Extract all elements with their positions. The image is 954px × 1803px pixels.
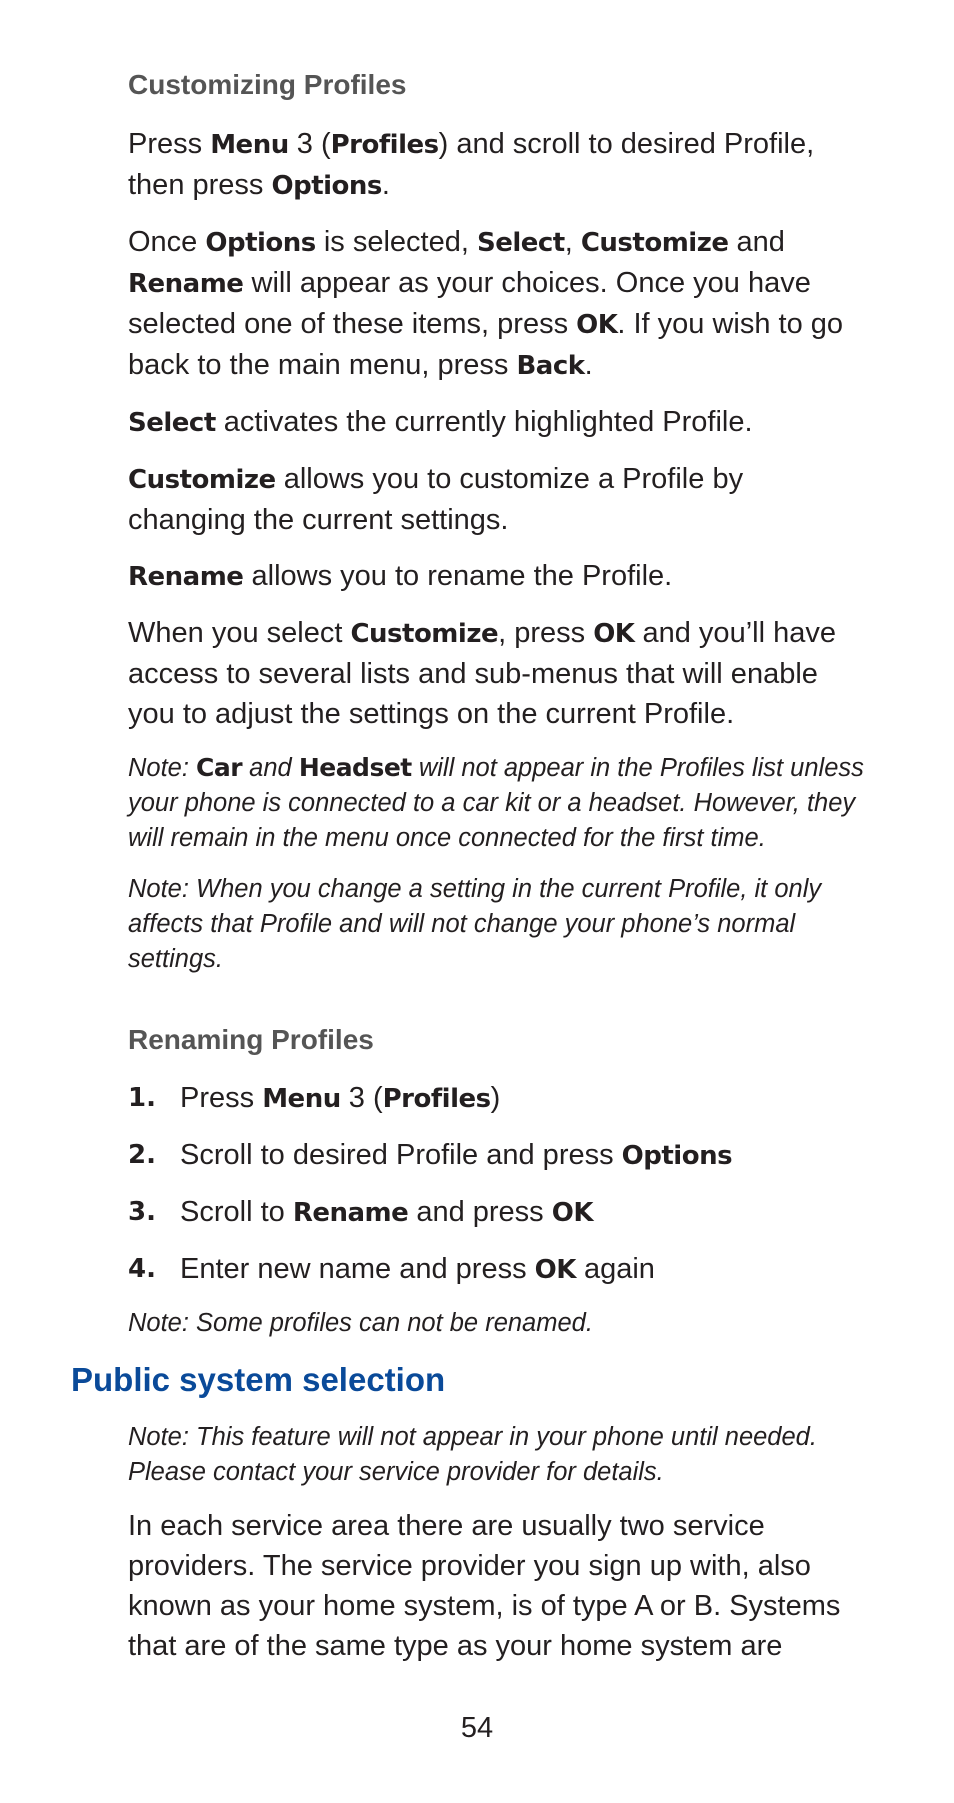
step-number: 4. [128, 1254, 156, 1285]
ui-term: Rename [292, 1198, 409, 1229]
ui-term: Customize [580, 227, 729, 258]
step-item [128, 1192, 868, 1233]
ui-term: Menu [210, 129, 289, 160]
ui-term: Select [476, 227, 565, 258]
text-span: ) [490, 1082, 501, 1115]
ui-term: Options [271, 170, 382, 201]
text-span: When you select [128, 616, 351, 649]
ui-term: Menu [262, 1084, 341, 1115]
ui-term: Back [516, 350, 585, 381]
customizing-section [128, 68, 868, 1357]
public-system-section [128, 1420, 873, 1682]
text-span: , [564, 225, 581, 258]
text-span: and press [408, 1196, 552, 1229]
step-number: 2. [128, 1140, 156, 1171]
customizing-paragraph-5 [128, 556, 868, 597]
text-span: Scroll to desired Profile and press [180, 1139, 622, 1172]
customizing-paragraph-4 [128, 459, 868, 540]
customizing-paragraph-1 [128, 124, 868, 206]
settings-note: Note: When you change a setting in the current Profile, it only affects that Profile and will not change your phone’s normal settings. [128, 874, 822, 973]
public-system-body: In each service area there are usually two service providers. The service provider you sign up with, also known as your home system, is of type A or B. Systems that are of the same type as your home system are [128, 1510, 841, 1662]
step-number: 3. [128, 1197, 156, 1228]
text-span: will appear as your choices. Once you have selected one of these items, press [128, 266, 811, 340]
text-span: allows you to rename the Profile. [243, 559, 673, 592]
ui-term: OK [576, 309, 618, 340]
text-span: Enter new name and press [180, 1253, 535, 1286]
page-number: 54 [460, 1712, 494, 1744]
customizing-paragraph-6 [128, 613, 868, 734]
text-span: allows you to customize a Profile by changing the current settings. [128, 462, 744, 536]
step-text [180, 1249, 655, 1290]
ui-term: Rename [128, 561, 244, 592]
customizing-paragraph-2 [128, 222, 868, 386]
step-item [128, 1135, 868, 1176]
step-number: 1. [128, 1083, 156, 1114]
ui-term: Options [621, 1141, 733, 1172]
text-span: 3 ( [288, 127, 331, 160]
ui-term: Customize [128, 464, 276, 495]
text-span: activates the currently highlighted Profile. [215, 405, 753, 438]
step-item [128, 1078, 868, 1119]
step-text [180, 1078, 500, 1119]
ui-term: Rename [128, 268, 244, 299]
ui-term: Customize [350, 618, 499, 649]
text-span: Note: [128, 753, 197, 782]
ui-term: OK [534, 1255, 576, 1286]
ui-term: Options [205, 227, 316, 258]
renaming-profiles-heading: Renaming Profiles [128, 1023, 374, 1055]
text-span: will not appear in the Profiles list unless your phone is connected to a car kit or a headset. However, they will remain in the menu once connected for the first time. [128, 753, 864, 852]
ui-term: Car [196, 752, 243, 782]
ui-term: Headset [298, 752, 412, 782]
text-span: . [584, 348, 593, 381]
public-system-note: Note: This feature will not appear in your phone until needed. Please contact your service provider for details. [128, 1423, 817, 1486]
rename-note: Note: Some profiles can not be renamed. [128, 1309, 593, 1338]
text-span: Press [128, 127, 211, 160]
ui-term: OK [593, 618, 635, 649]
ui-term: OK [551, 1198, 593, 1229]
text-span: Once [128, 225, 206, 258]
renaming-steps-list [128, 1078, 868, 1290]
step-text [180, 1135, 732, 1176]
ui-term: Profiles [330, 129, 439, 160]
ui-term: Profiles [382, 1084, 491, 1115]
text-span: Scroll to [180, 1196, 293, 1229]
text-span: is selected, [315, 225, 477, 258]
step-text [180, 1192, 593, 1233]
text-span: ) and scroll to desired Profile, then press [128, 127, 815, 201]
text-span: . [381, 168, 390, 201]
text-span: 3 ( [340, 1082, 383, 1115]
customizing-paragraph-3 [128, 402, 868, 443]
text-span: and [728, 225, 785, 258]
text-span: Press [180, 1082, 263, 1115]
ui-term: Select [128, 407, 216, 438]
step-item [128, 1249, 868, 1290]
customizing-profiles-heading: Customizing Profiles [128, 69, 407, 100]
text-span: again [575, 1253, 655, 1286]
text-span: and [242, 753, 299, 782]
text-span: , press [498, 616, 594, 649]
public-system-selection-heading: Public system selection [71, 1361, 446, 1398]
spacer [128, 993, 868, 1023]
car-headset-note [128, 750, 868, 856]
text-span: and you’ll have access to several lists and sub-menus that will enable you to adjust the settings on the current Profile. [128, 616, 836, 730]
text-span: . If you wish to go back to the main menu, press [128, 307, 844, 381]
